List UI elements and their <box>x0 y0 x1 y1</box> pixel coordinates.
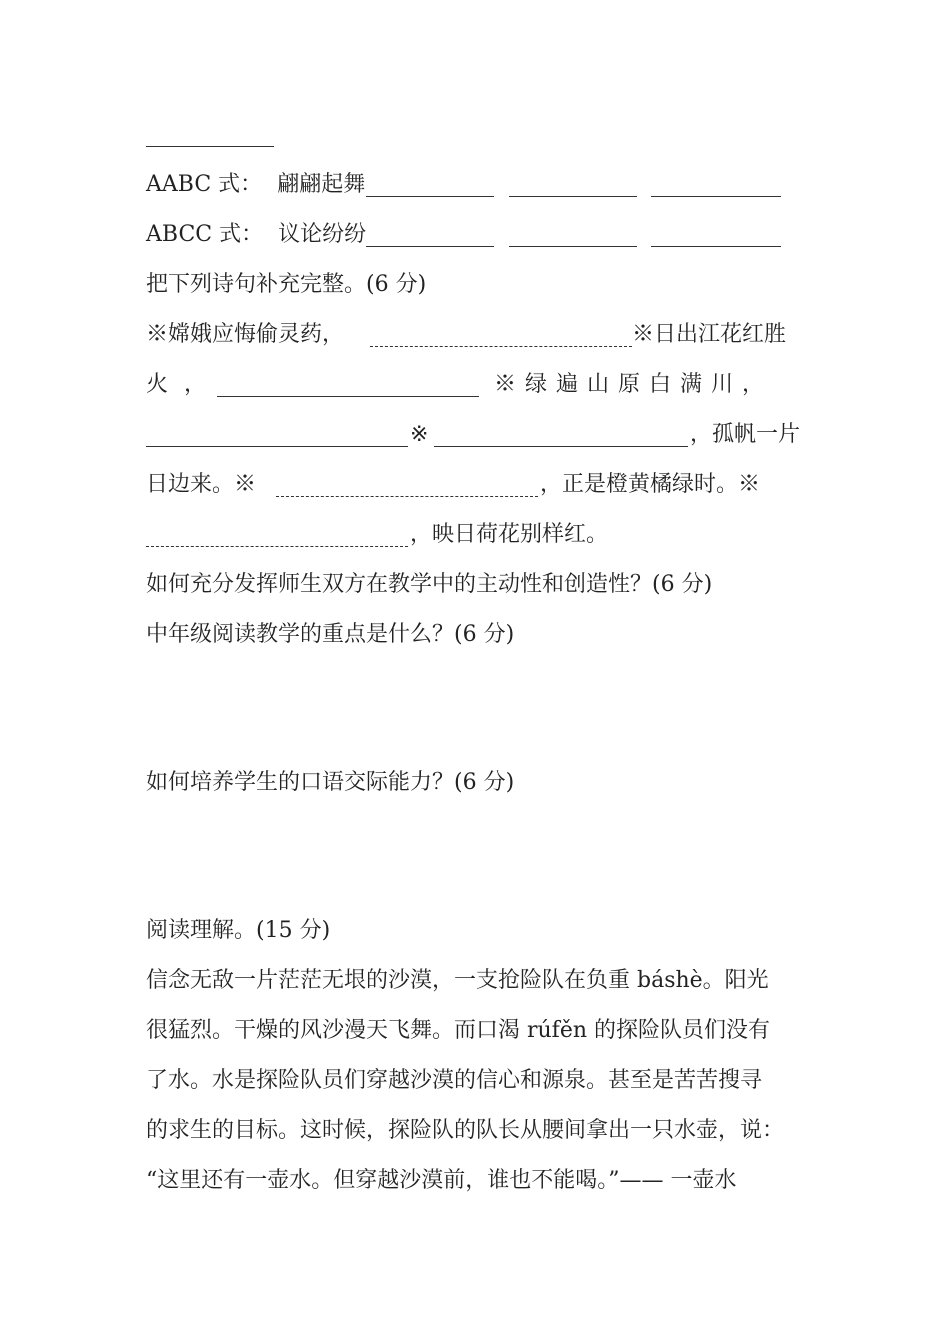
question-3: 如何培养学生的口语交际能力？(6 分) <box>146 770 515 795</box>
poem-line-4a: 日边来。※ <box>146 472 257 497</box>
poem-line-4b: ，正是橙黄橘绿时。※ <box>540 472 761 497</box>
aabc-example: 翩翩起舞 <box>277 172 366 197</box>
poem-line-2b: ， <box>184 372 207 397</box>
answer-blank-line <box>146 146 274 147</box>
reading-title: 阅读理解。(15 分) <box>146 918 331 943</box>
aabc-blank-1[interactable] <box>366 176 494 197</box>
poem-line-3-mark: ※ <box>410 422 429 447</box>
reading-line-2: 很猛烈。干燥的风沙漫天飞舞。而口渴 rúfěn 的探险队员们没有 <box>146 1018 771 1043</box>
abcc-blank-3[interactable] <box>651 226 781 247</box>
abcc-example: 议论纷纷 <box>278 222 367 247</box>
abcc-label: ABCC 式： <box>146 222 264 247</box>
poem-blank-5[interactable] <box>276 476 538 497</box>
abcc-blank-2[interactable] <box>509 226 637 247</box>
abcc-row <box>146 220 366 250</box>
poem-blank-2[interactable] <box>217 376 479 397</box>
aabc-row <box>146 170 365 200</box>
poem-line-2c: ※ 绿 遍 山 原 白 满 川 ， <box>494 372 765 397</box>
poem-line-5-end: ，映日荷花别样红。 <box>410 522 609 547</box>
poem-line-1a: ※嫦娥应悔偷灵药， <box>146 322 345 347</box>
poem-blank-4[interactable] <box>434 426 688 447</box>
poem-blank-3[interactable] <box>146 426 408 447</box>
poem-blank-6[interactable] <box>146 526 408 547</box>
poem-task-title: 把下列诗句补充完整。(6 分) <box>146 272 427 297</box>
poem-line-3-end: ，孤帆一片 <box>690 422 801 447</box>
reading-line-4: 的求生的目标。这时候，探险队的队长从腰间拿出一只水壶，说： <box>146 1118 785 1143</box>
question-2: 中年级阅读教学的重点是什么？(6 分) <box>146 622 515 647</box>
aabc-label: AABC 式： <box>146 172 263 197</box>
reading-line-5: “这里还有一壶水。但穿越沙漠前，谁也不能喝。”—— 一壶水 <box>146 1168 737 1193</box>
poem-line-2a: 火 <box>146 372 169 397</box>
reading-line-3: 了水。水是探险队员们穿越沙漠的信心和源泉。甚至是苦苦搜寻 <box>146 1068 763 1093</box>
aabc-blank-3[interactable] <box>651 176 781 197</box>
abcc-blank-1[interactable] <box>366 226 494 247</box>
aabc-blank-2[interactable] <box>509 176 637 197</box>
poem-blank-1[interactable] <box>370 326 632 347</box>
reading-line-1: 信念无敌一片茫茫无垠的沙漠，一支抢险队在负重 báshè。阳光 <box>146 968 769 993</box>
question-1: 如何充分发挥师生双方在教学中的主动性和创造性？(6 分) <box>146 572 713 597</box>
poem-line-1b: ※日出江花红胜 <box>632 322 787 347</box>
